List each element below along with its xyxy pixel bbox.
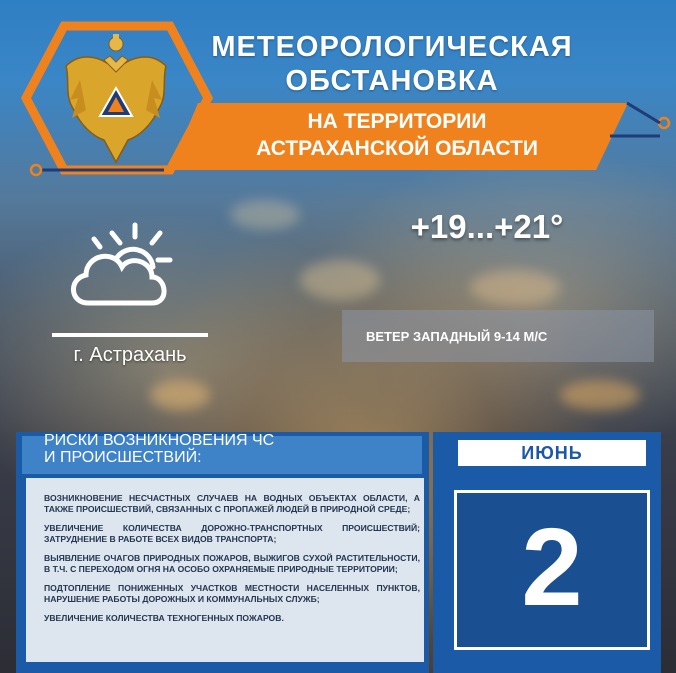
city-light — [150, 380, 210, 410]
title-line-1: МЕТЕОРОЛОГИЧЕСКАЯ — [211, 31, 573, 63]
city-light — [560, 380, 640, 410]
city-light — [470, 270, 560, 305]
circuit-node — [31, 165, 41, 175]
cloud-sun-icon — [60, 215, 190, 315]
list-item: ВЫЯВЛЕНИЕ ОЧАГОВ ПРИРОДНЫХ ПОЖАРОВ, ВЫЖИГОВ СУХОЙ РАСТИТЕЛЬНОСТИ, В Т.Ч. С ПЕРЕХОДОМ ОГНЯ НА ОСОБО ОХРАНЯЕМЫЕ ПРИРОДНЫЕ ТЕРРИТОРИИ; — [44, 553, 420, 574]
circuit-node — [659, 118, 669, 128]
wind-text: ВЕТЕР ЗАПАДНЫЙ 9-14 М/С — [366, 329, 548, 344]
calendar-month: ИЮНЬ — [521, 443, 583, 463]
emblem-eagle-icon — [66, 34, 166, 162]
list-item: ПОДТОПЛЕНИЕ ПОНИЖЕННЫХ УЧАСТКОВ МЕСТНОСТИ НАСЕЛЕННЫХ ПУНКТОВ, НАРУШЕНИЕ РАБОТЫ ДОРОЖНЫХ И КОММУНАЛЬНЫХ СЛУЖБ; — [44, 583, 420, 604]
temperature-value: +19...+21° — [410, 208, 564, 245]
risks-title — [44, 432, 274, 466]
city-light — [230, 200, 300, 230]
risks-title-line-2: И ПРОИСШЕСТВИЙ: — [44, 449, 202, 466]
list-item: УВЕЛИЧЕНИЕ КОЛИЧЕСТВА ДОРОЖНО-ТРАНСПОРТНЫХ ПРОИСШЕСТВИЙ; ЗАТРУДНЕНИЕ В РАБОТЕ ВСЕХ ВИДОВ ТРАНСПОРТА; — [44, 523, 420, 544]
list-item: УВЕЛИЧЕНИЕ КОЛИЧЕСТВА ТЕХНОГЕННЫХ ПОЖАРОВ. — [44, 613, 284, 623]
circuit-line — [627, 103, 660, 123]
city-light — [300, 260, 380, 300]
list-item: ВОЗНИКНОВЕНИЕ НЕСЧАСТНЫХ СЛУЧАЕВ НА ВОДНЫХ ОБЪЕКТАХ ОБЛАСТИ, А ТАКЖЕ ПРОИСШЕСТВИЙ, СВЯЗАННЫХ С ПРОПАЖЕЙ ЛЮДЕЙ В ПРИРОДНОЙ СРЕДЕ; — [44, 493, 420, 514]
subtitle-line-1: НА ТЕРРИТОРИИ — [307, 110, 487, 133]
risks-list — [44, 493, 420, 633]
risks-title-line-1: РИСКИ ВОЗНИКНОВЕНИЯ ЧС — [44, 432, 275, 449]
title-line-2: ОБСТАНОВКА — [285, 65, 499, 97]
city-name: г. Астрахань — [73, 344, 187, 366]
calendar-day: 2 — [521, 506, 583, 629]
wind-panel — [342, 310, 654, 362]
subtitle-line-2: АСТРАХАНСКОЙ ОБЛАСТИ — [256, 137, 538, 160]
city-divider — [52, 333, 208, 337]
